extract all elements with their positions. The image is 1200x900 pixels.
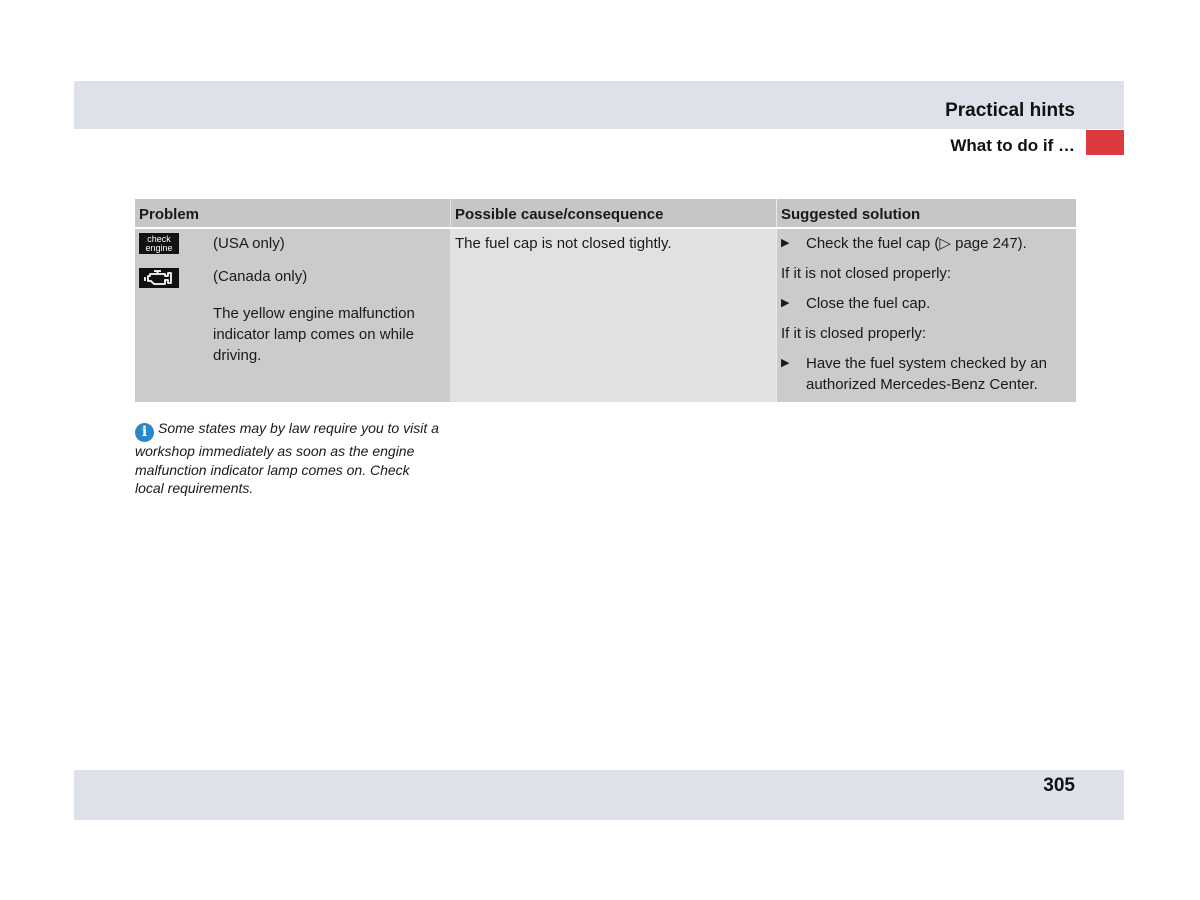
problem-description: The yellow engine malfunction indicator lamp comes on while driving. bbox=[213, 305, 415, 364]
subsection-title: What to do if … bbox=[950, 136, 1075, 155]
solution-step-text: Check the fuel cap (▷ page 247). bbox=[806, 235, 1027, 252]
solution-step bbox=[781, 233, 1072, 254]
problem-description-row bbox=[139, 303, 446, 366]
table-row bbox=[135, 228, 1076, 402]
solution-step bbox=[781, 353, 1072, 395]
cause-cell bbox=[451, 228, 777, 402]
column-header-solution: Suggested solution bbox=[777, 199, 1077, 228]
bullet-arrow-icon: ▶ bbox=[781, 357, 790, 369]
info-note bbox=[135, 419, 440, 498]
solution-step bbox=[781, 293, 1072, 314]
solution-condition: If it is not closed properly: bbox=[781, 265, 952, 282]
engine-symbol-lamp-icon bbox=[139, 268, 179, 288]
solution-condition: If it is closed properly: bbox=[781, 325, 927, 342]
bullet-arrow-icon: ▶ bbox=[781, 237, 790, 249]
problem-cell bbox=[135, 228, 451, 402]
solution-cell bbox=[777, 228, 1077, 402]
cause-text: The fuel cap is not closed tightly. bbox=[455, 235, 672, 252]
footer-band bbox=[74, 770, 1124, 820]
lamp-row-canada bbox=[139, 266, 446, 294]
solution-step-text: Have the fuel system checked by an authorized Mercedes-Benz Center. bbox=[806, 355, 1047, 393]
page-number: 305 bbox=[1043, 775, 1075, 796]
check-engine-lamp-icon: check engine bbox=[139, 233, 179, 254]
troubleshooting-table bbox=[135, 199, 1076, 402]
column-header-cause: Possible cause/consequence bbox=[451, 199, 777, 228]
section-tab-marker bbox=[1086, 130, 1124, 155]
info-icon: i bbox=[135, 423, 154, 442]
lamp-label-canada: (Canada only) bbox=[213, 268, 308, 285]
info-note-text: Some states may by law require you to visit a workshop immediately as soon as the engine malfunction indicator lamp comes on. Check local requirements. bbox=[135, 420, 439, 496]
lamp-label-usa: (USA only) bbox=[213, 235, 285, 252]
bullet-arrow-icon: ▶ bbox=[781, 297, 790, 309]
column-header-problem: Problem bbox=[135, 199, 451, 228]
lamp-row-usa bbox=[139, 233, 446, 257]
solution-step-text: Close the fuel cap. bbox=[806, 295, 931, 312]
section-title: Practical hints bbox=[945, 100, 1075, 121]
table-header-row bbox=[135, 199, 1076, 228]
